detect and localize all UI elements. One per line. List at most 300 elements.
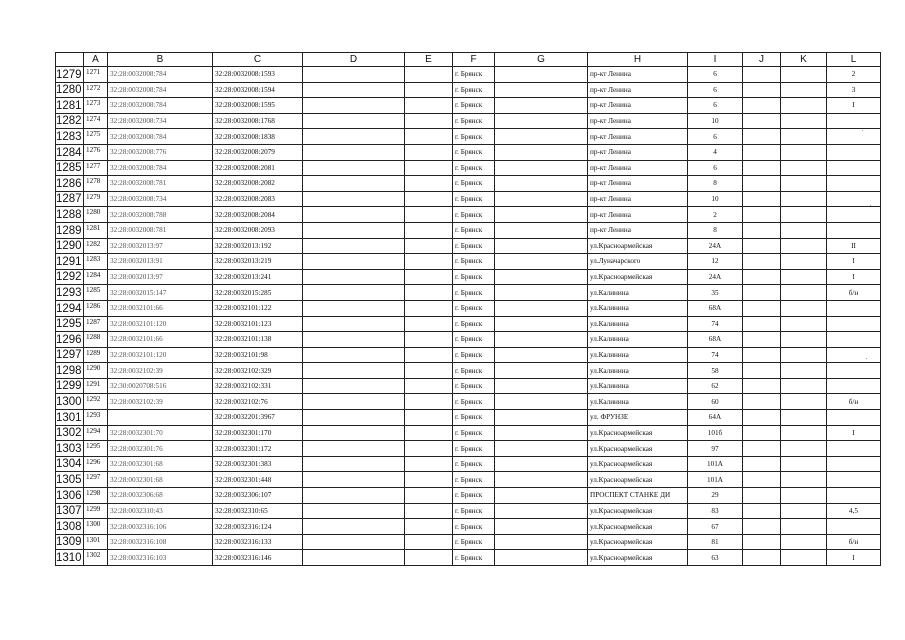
cell-l (827, 113, 881, 129)
cell-g (495, 488, 588, 504)
cell-j (743, 519, 781, 535)
cell-i: 6 (688, 82, 743, 98)
cell-k (781, 488, 827, 504)
cell-h: пр-кт Ленина (588, 207, 688, 223)
cell-d (303, 300, 405, 316)
cell-e (405, 378, 453, 394)
cell-j (743, 441, 781, 457)
cell-h: пр-кт Ленина (588, 67, 688, 83)
cell-e (405, 144, 453, 160)
cell-e (405, 238, 453, 254)
corner-cell (56, 53, 84, 67)
cell-g (495, 254, 588, 270)
cell-f: г. Брянск (453, 67, 495, 83)
cell-e (405, 363, 453, 379)
table-row (56, 363, 881, 379)
cell-e (405, 347, 453, 363)
cell-e (405, 472, 453, 488)
cell-d (303, 332, 405, 348)
cell-e (405, 113, 453, 129)
cell-b: 32:30:0020708:516 (108, 378, 213, 394)
cell-f: г. Брянск (453, 113, 495, 129)
cell-c: 32:28:0032201:3967 (213, 410, 303, 426)
cell-f: г. Брянск (453, 534, 495, 550)
cell-j (743, 410, 781, 426)
cell-b: 32:28:0032013:97 (108, 238, 213, 254)
cell-b: 32:28:0032008:776 (108, 144, 213, 160)
cell-g (495, 378, 588, 394)
cell-d (303, 285, 405, 301)
cell-e (405, 207, 453, 223)
cell-c: 32:28:0032310:65 (213, 503, 303, 519)
cell-g (495, 207, 588, 223)
cell-l: I (827, 254, 881, 270)
cell-c: 32:28:0032101:138 (213, 332, 303, 348)
row-number: 1295 (56, 316, 84, 332)
cell-b: 32:28:0032008:781 (108, 222, 213, 238)
cell-c: 32:28:0032013:192 (213, 238, 303, 254)
cell-b: 32:28:0032008:784 (108, 160, 213, 176)
spreadsheet-table (55, 52, 881, 566)
cell-f: г. Брянск (453, 519, 495, 535)
cell-h: ул.Калинина (588, 316, 688, 332)
cell-a: 1281 (84, 222, 108, 238)
cell-h: ул.Красноармейская (588, 269, 688, 285)
row-number: 1291 (56, 254, 84, 270)
cell-h: пр-кт Ленина (588, 82, 688, 98)
cell-l: I (827, 425, 881, 441)
cell-i: 68А (688, 300, 743, 316)
cell-f: г. Брянск (453, 425, 495, 441)
cell-d (303, 394, 405, 410)
cell-g (495, 410, 588, 426)
cell-k (781, 519, 827, 535)
row-number: 1287 (56, 191, 84, 207)
cell-l: 2 (827, 67, 881, 83)
cell-f: г. Брянск (453, 394, 495, 410)
row-number: 1280 (56, 82, 84, 98)
cell-i: 62 (688, 378, 743, 394)
cell-g (495, 332, 588, 348)
cell-d (303, 254, 405, 270)
cell-i: 35 (688, 285, 743, 301)
cell-l: б/н (827, 394, 881, 410)
cell-e (405, 82, 453, 98)
cell-k (781, 269, 827, 285)
cell-a: 1285 (84, 285, 108, 301)
cell-c: 32:28:0032015:285 (213, 285, 303, 301)
cell-g (495, 300, 588, 316)
cell-f: г. Брянск (453, 160, 495, 176)
cell-d (303, 425, 405, 441)
cell-k (781, 347, 827, 363)
cell-j (743, 316, 781, 332)
cell-i: 29 (688, 488, 743, 504)
cell-g (495, 425, 588, 441)
column-header-row (56, 53, 881, 67)
cell-l (827, 347, 881, 363)
cell-e (405, 129, 453, 145)
cell-e (405, 456, 453, 472)
cell-d (303, 441, 405, 457)
row-number: 1298 (56, 363, 84, 379)
cell-c: 32:28:0032101:123 (213, 316, 303, 332)
cell-i: 2 (688, 207, 743, 223)
cell-k (781, 113, 827, 129)
cell-h: пр-кт Ленина (588, 113, 688, 129)
cell-g (495, 503, 588, 519)
cell-h: ул.Красноармейская (588, 456, 688, 472)
cell-i: 6 (688, 98, 743, 114)
cell-j (743, 254, 781, 270)
cell-g (495, 519, 588, 535)
row-number: 1292 (56, 269, 84, 285)
cell-j (743, 456, 781, 472)
cell-i: 64А (688, 410, 743, 426)
cell-l: 3 (827, 82, 881, 98)
cell-j (743, 300, 781, 316)
cell-h: ул.Красноармейская (588, 519, 688, 535)
cell-i: 12 (688, 254, 743, 270)
cell-c: 32:28:0032008:2081 (213, 160, 303, 176)
row-number: 1297 (56, 347, 84, 363)
cell-c: 32:28:0032008:1594 (213, 82, 303, 98)
cell-f: г. Брянск (453, 378, 495, 394)
cell-l (827, 488, 881, 504)
cell-i: 81 (688, 534, 743, 550)
row-number: 1282 (56, 113, 84, 129)
cell-l (827, 129, 881, 145)
cell-e (405, 269, 453, 285)
cell-d (303, 207, 405, 223)
table-row (56, 316, 881, 332)
cell-k (781, 425, 827, 441)
cell-j (743, 363, 781, 379)
cell-d (303, 176, 405, 192)
table-row (56, 534, 881, 550)
row-number: 1301 (56, 410, 84, 426)
cell-d (303, 503, 405, 519)
cell-a: 1280 (84, 207, 108, 223)
table-row (56, 410, 881, 426)
cell-b: 32:28:0032301:68 (108, 456, 213, 472)
cell-i: 97 (688, 441, 743, 457)
cell-b: 32:28:0032008:734 (108, 191, 213, 207)
cell-l (827, 441, 881, 457)
cell-l: II (827, 238, 881, 254)
cell-j (743, 503, 781, 519)
cell-d (303, 67, 405, 83)
cell-c: 32:28:0032008:1768 (213, 113, 303, 129)
cell-f: г. Брянск (453, 207, 495, 223)
cell-g (495, 472, 588, 488)
cell-k (781, 300, 827, 316)
cell-g (495, 269, 588, 285)
cell-f: г. Брянск (453, 550, 495, 566)
cell-h: ул.Калинина (588, 347, 688, 363)
cell-j (743, 472, 781, 488)
cell-h: ул. ФРУНЗЕ (588, 410, 688, 426)
cell-e (405, 550, 453, 566)
table-row (56, 160, 881, 176)
cell-b: 32:28:0032015:147 (108, 285, 213, 301)
cell-g (495, 176, 588, 192)
cell-l: I (827, 550, 881, 566)
cell-c: 32:28:0032316:133 (213, 534, 303, 550)
cell-f: г. Брянск (453, 82, 495, 98)
row-number: 1309 (56, 534, 84, 550)
table-row (56, 503, 881, 519)
cell-a: 1277 (84, 160, 108, 176)
cell-j (743, 129, 781, 145)
cell-h: ул.Красноармейская (588, 550, 688, 566)
row-number: 1285 (56, 160, 84, 176)
cell-k (781, 456, 827, 472)
column-header-e: E (405, 53, 453, 67)
cell-d (303, 378, 405, 394)
cell-e (405, 332, 453, 348)
cell-h: ул.Красноармейская (588, 425, 688, 441)
row-number: 1281 (56, 98, 84, 114)
cell-b: 32:28:0032306:68 (108, 488, 213, 504)
cell-f: г. Брянск (453, 410, 495, 426)
table-row (56, 113, 881, 129)
cell-d (303, 519, 405, 535)
cell-f: г. Брянск (453, 332, 495, 348)
cell-d (303, 191, 405, 207)
cell-i: 6 (688, 160, 743, 176)
cell-h: пр-кт Ленина (588, 144, 688, 160)
cell-k (781, 67, 827, 83)
cell-l (827, 191, 881, 207)
scan-speck (862, 130, 863, 131)
cell-i: 63 (688, 550, 743, 566)
cell-a: 1288 (84, 332, 108, 348)
cell-a: 1301 (84, 534, 108, 550)
cell-j (743, 394, 781, 410)
cell-a: 1271 (84, 67, 108, 83)
table-row (56, 394, 881, 410)
table-row (56, 98, 881, 114)
cell-b: 32:28:0032316:108 (108, 534, 213, 550)
cell-a: 1294 (84, 425, 108, 441)
cell-b: 32:28:0032316:106 (108, 519, 213, 535)
row-number: 1286 (56, 176, 84, 192)
cell-c: 32:28:0032013:219 (213, 254, 303, 270)
cell-l (827, 300, 881, 316)
cell-i: 74 (688, 316, 743, 332)
cell-f: г. Брянск (453, 191, 495, 207)
cell-j (743, 82, 781, 98)
table-row (56, 472, 881, 488)
cell-k (781, 254, 827, 270)
cell-g (495, 144, 588, 160)
cell-d (303, 472, 405, 488)
cell-j (743, 113, 781, 129)
cell-d (303, 488, 405, 504)
cell-g (495, 98, 588, 114)
cell-j (743, 347, 781, 363)
column-header-h: H (588, 53, 688, 67)
cell-g (495, 160, 588, 176)
cell-i: 67 (688, 519, 743, 535)
cell-g (495, 222, 588, 238)
table-row (56, 378, 881, 394)
cell-b: 32:28:0032008:734 (108, 113, 213, 129)
cell-h: ул.Калинина (588, 285, 688, 301)
cell-k (781, 176, 827, 192)
table-row (56, 222, 881, 238)
row-number: 1300 (56, 394, 84, 410)
cell-c: 32:28:0032301:383 (213, 456, 303, 472)
cell-a: 1298 (84, 488, 108, 504)
cell-k (781, 332, 827, 348)
table-row (56, 176, 881, 192)
cell-k (781, 238, 827, 254)
cell-k (781, 144, 827, 160)
row-number: 1299 (56, 378, 84, 394)
cell-h: пр-кт Ленина (588, 98, 688, 114)
column-header-k: K (781, 53, 827, 67)
cell-b: 32:28:0032316:103 (108, 550, 213, 566)
cell-a: 1284 (84, 269, 108, 285)
table-row (56, 254, 881, 270)
cell-h: ул.Калинина (588, 363, 688, 379)
cell-f: г. Брянск (453, 488, 495, 504)
cell-f: г. Брянск (453, 144, 495, 160)
cell-k (781, 316, 827, 332)
cell-e (405, 503, 453, 519)
cell-h: пр-кт Ленина (588, 160, 688, 176)
cell-a: 1276 (84, 144, 108, 160)
cell-d (303, 363, 405, 379)
row-number: 1293 (56, 285, 84, 301)
cell-g (495, 82, 588, 98)
cell-a: 1291 (84, 378, 108, 394)
cell-c: 32:28:0032008:1595 (213, 98, 303, 114)
cell-f: г. Брянск (453, 441, 495, 457)
cell-f: г. Брянск (453, 503, 495, 519)
cell-c: 32:28:0032008:1838 (213, 129, 303, 145)
cell-e (405, 191, 453, 207)
cell-l (827, 222, 881, 238)
cell-c: 32:28:0032306:107 (213, 488, 303, 504)
cell-i: 10 (688, 113, 743, 129)
cell-b: 32:28:0032008:784 (108, 67, 213, 83)
cell-c: 32:28:0032008:2093 (213, 222, 303, 238)
cell-k (781, 207, 827, 223)
cell-j (743, 144, 781, 160)
cell-i: 101б (688, 425, 743, 441)
table-row (56, 82, 881, 98)
cell-j (743, 378, 781, 394)
cell-c: 32:28:0032008:2082 (213, 176, 303, 192)
cell-c: 32:28:0032316:146 (213, 550, 303, 566)
cell-g (495, 191, 588, 207)
table-row (56, 347, 881, 363)
cell-a: 1273 (84, 98, 108, 114)
column-header-f: F (453, 53, 495, 67)
cell-f: г. Брянск (453, 98, 495, 114)
cell-k (781, 98, 827, 114)
cell-d (303, 550, 405, 566)
cell-e (405, 67, 453, 83)
cell-e (405, 519, 453, 535)
cell-l (827, 316, 881, 332)
cell-f: г. Брянск (453, 363, 495, 379)
cell-h: пр-кт Ленина (588, 129, 688, 145)
cell-d (303, 144, 405, 160)
cell-l (827, 519, 881, 535)
row-number: 1310 (56, 550, 84, 566)
cell-l: 4,5 (827, 503, 881, 519)
cell-k (781, 441, 827, 457)
cell-b: 32:28:0032008:784 (108, 82, 213, 98)
row-number: 1307 (56, 503, 84, 519)
cell-e (405, 441, 453, 457)
row-number: 1290 (56, 238, 84, 254)
cell-i: 4 (688, 144, 743, 160)
table-row (56, 332, 881, 348)
cell-f: г. Брянск (453, 222, 495, 238)
cell-c: 32:28:0032316:124 (213, 519, 303, 535)
cell-f: г. Брянск (453, 176, 495, 192)
cell-b: 32:28:0032013:91 (108, 254, 213, 270)
cell-f: г. Брянск (453, 254, 495, 270)
column-header-g: G (495, 53, 588, 67)
cell-k (781, 82, 827, 98)
cell-e (405, 176, 453, 192)
cell-i: 24А (688, 269, 743, 285)
column-header-c: C (213, 53, 303, 67)
cell-h: ул.Красноармейская (588, 534, 688, 550)
cell-i: 60 (688, 394, 743, 410)
cell-h: ул.Калинина (588, 378, 688, 394)
cell-e (405, 410, 453, 426)
cell-l (827, 144, 881, 160)
cell-j (743, 222, 781, 238)
cell-a: 1292 (84, 394, 108, 410)
cell-k (781, 285, 827, 301)
cell-l: I (827, 269, 881, 285)
cell-g (495, 285, 588, 301)
cell-h: ул.Калинина (588, 300, 688, 316)
cell-h: ул.Красноармейская (588, 441, 688, 457)
cell-e (405, 394, 453, 410)
cell-a: 1295 (84, 441, 108, 457)
table-row (56, 519, 881, 535)
cell-a: 1293 (84, 410, 108, 426)
table-row (56, 207, 881, 223)
column-header-a: A (84, 53, 108, 67)
cell-j (743, 98, 781, 114)
cell-f: г. Брянск (453, 316, 495, 332)
row-number: 1302 (56, 425, 84, 441)
cell-l (827, 176, 881, 192)
cell-l (827, 472, 881, 488)
cell-a: 1299 (84, 503, 108, 519)
cell-l (827, 456, 881, 472)
cell-b: 32:28:0032101:120 (108, 347, 213, 363)
cell-l: I (827, 98, 881, 114)
cell-c: 32:28:0032301:170 (213, 425, 303, 441)
cell-d (303, 82, 405, 98)
cell-a: 1297 (84, 472, 108, 488)
table-row (56, 285, 881, 301)
cell-h: пр-кт Ленина (588, 176, 688, 192)
cell-a: 1287 (84, 316, 108, 332)
cell-b: 32:28:0032102:39 (108, 394, 213, 410)
